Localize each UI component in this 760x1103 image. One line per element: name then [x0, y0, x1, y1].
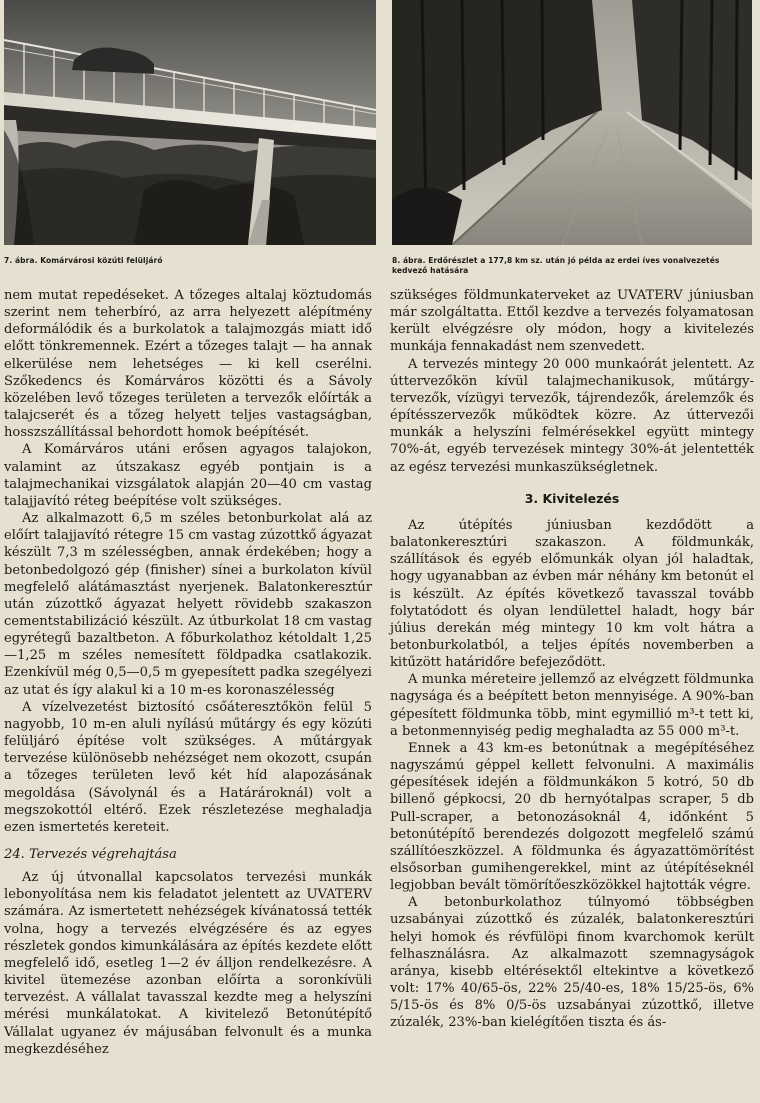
paragraph: szükséges földmunkaterveket az UVATERV júniusban már szolgáltatta. Ettől kezdve a tervezés folyamatosan került elvégzésre oly módon, hogy a kivitelezés munkája fennakadást nem szenvedett.	[390, 288, 754, 355]
section-subheading: 24. Tervezés végrehajtása	[4, 847, 177, 862]
right-column	[390, 287, 754, 1032]
figure-8-caption: 8. ábra. Erdőrészlet a 177,8 km sz. után jó példa az erdei íves vonalvezetés kedvező hatására	[392, 256, 720, 275]
paragraph: A munka méreteire jellemző az elvégzett földmunka nagysága és a beépített beton mennyisége. A 90%-ban gépesített földmunka több, mint egymillió m³-t tett ki, a betonmennyiség pedig meghaladta az 55 000 m³-t.	[390, 672, 754, 739]
paragraph: A vízelvezetést biztosító csőáteresztőkön felül 5 nagyobb, 10 m-en aluli nyílású műtárgy és egy közúti felüljáró építése volt szükséges. A műtárgyak tervezése különösebb nehézséget nem okozott, csupán a tőzeges területen levő két híd alapozásának megoldása (Sávolynál és a Határároknál) volt a megszokottól eltérő. Ezek részletezése meghaladja ezen ismertetés kereteit.	[4, 699, 372, 835]
figure-7-caption: 7. ábra. Komárvárosi közúti felüljáró	[4, 256, 163, 265]
forest-road-photo-drawing	[392, 0, 752, 245]
bridge-photo	[4, 0, 376, 245]
paragraph: A tervezés mintegy 20 000 munkaórát jelentett. Az úttervezőkön kívül talajmechanikusok, műtárgy-tervezők, vízügyi tervezők, tájrendezők, árelemzők és építésszervezők működtek közre. Az úttervezői munkák a helyszíni felmérésekkel együtt mintegy 70%-át, egyéb tervezések mintegy 30%-át jelentették az egész tervezési munkaszükségletnek.	[390, 356, 754, 475]
left-column	[4, 287, 372, 1058]
forest-road-photo	[392, 0, 752, 245]
section-heading: 3. Kivitelezés	[524, 490, 620, 506]
paragraph: Az új útvonallal kapcsolatos tervezési munkák lebonyolítása nem kis feladatot jelentett az UVATERV számára. Az ismertetett nehézségek kívánatossá tették volna, hogy a tervezés elvégzésére és az egyes részletek gondos kimunkálására az építés kezdete előtt megfelelő idő, esetleg 1—2 év álljon rendelkezésre. A kivitel ütemezése azonban előírta a soronkívüli tervezést. A vállalat tavasszal kezdte meg a helyszíni mérési munkálatokat. A kivitelező Betonútépítő Vállalat ugyanez év májusában felvonult és a munka megkezdéséhez	[4, 870, 372, 1057]
paragraph: A Komárváros utáni erősen agyagos talajokon, valamint az útszakasz egyéb pontjain is a talajmechanikai vizsgálatok alapján 20—40 cm vastag talajjavító réteg beépítése volt szükséges.	[4, 442, 372, 509]
paragraph: A betonburkolathoz túlnyomó többségben uzsabányai zúzottkő és zúzalék, balatonkeresztúri helyi homok és révfülöpi finom kvarchomok került felhasználásra. Az alkalmazott szemnagyságok aránya, kisebb eltérésektől eltekintve a következő volt: 17% 40/65-ös, 22% 25/40-es, 18% 15/25-ös, 6% 5/15-ös és 8% 0/5-ös uzsabányai zúzottkő, illetve zúzalék, 23%-ban kielégítően tiszta és ás-	[390, 895, 754, 1031]
paragraph: Az alkalmazott 6,5 m széles betonburkolat alá az előírt talajjavító rétegre 15 cm vastag zúzottkő ágyazat készült 7,3 m szélességben, annak érdekében; hogy a betonbedolgozó gép (finisher) sínei a burkolaton kívül megfelelő alátámasztást nyerjenek. Balatonkeresztúr után zúzottkő ágyazat helyett rövidebb szakaszon cementstabilizáció készült. Az útburkolat 18 cm vastag egyrétegű bazaltbeton. A főburkolathoz kétoldalt 1,25—1,25 m széles nemesített földpadka csatlakozik. Ezenkívül még 0,5—0,5 m gyepesített padka szegélyezi az utat és így alakul ki a 10 m-es koronaszélesség	[4, 511, 372, 698]
paragraph: Az útépítés júniusban kezdődött a balatonkeresztúri szakaszon. A földmunkák, szállítások és egyéb előmunkák olyan jól haladtak, hogy ugyanabban az évben már néhány km betonút el is készült. Az építés következő tavasszal tovább folytatódott és olyan lendülettel haladt, hogy bár július derekán még mintegy 10 km volt hátra a betonburkolatból, a teljes építés novemberben a kitűzött határidőre befejeződött.	[390, 517, 754, 671]
bridge-photo-drawing	[4, 0, 376, 245]
paragraph: Ennek a 43 km-es betonútnak a megépítéséhez nagyszámú géppel kellett felvonulni. A maximális gépesítések idején a földmunkákon 5 kotró, 50 db billenő gépkocsi, 20 db hernyótalpas scraper, 5 db Pull-scraper, a betonozásoknál 4, időnként 5 betonútépítő berendezés dolgozott megfelelő számú szállítóeszközzel. A földmunka és ágyazattömörítést elsősorban gumihengerekkel, mint az útépítéseknél legjobban bevált tömörítőeszközökkel hajtották végre.	[390, 740, 754, 894]
paragraph: nem mutat repedéseket. A tőzeges altalaj köztudomás szerint nem teherbíró, az arra helyezett alépítmény deformálódik és a burkolatok a talajmozgás miatt idő előtt tönkremennek. Ezért a tőzeges talajt — ha annak elkerülése nem lehetséges — ki kell cserélni. Szőkedencs és Komárváros közötti és a Sávoly közelében levő tőzeges területen a tervezők előírták a talajcserét és a tőzeg helyett teljes vastagságban, hosszszállítással behordott homok beépítését.	[4, 288, 372, 441]
